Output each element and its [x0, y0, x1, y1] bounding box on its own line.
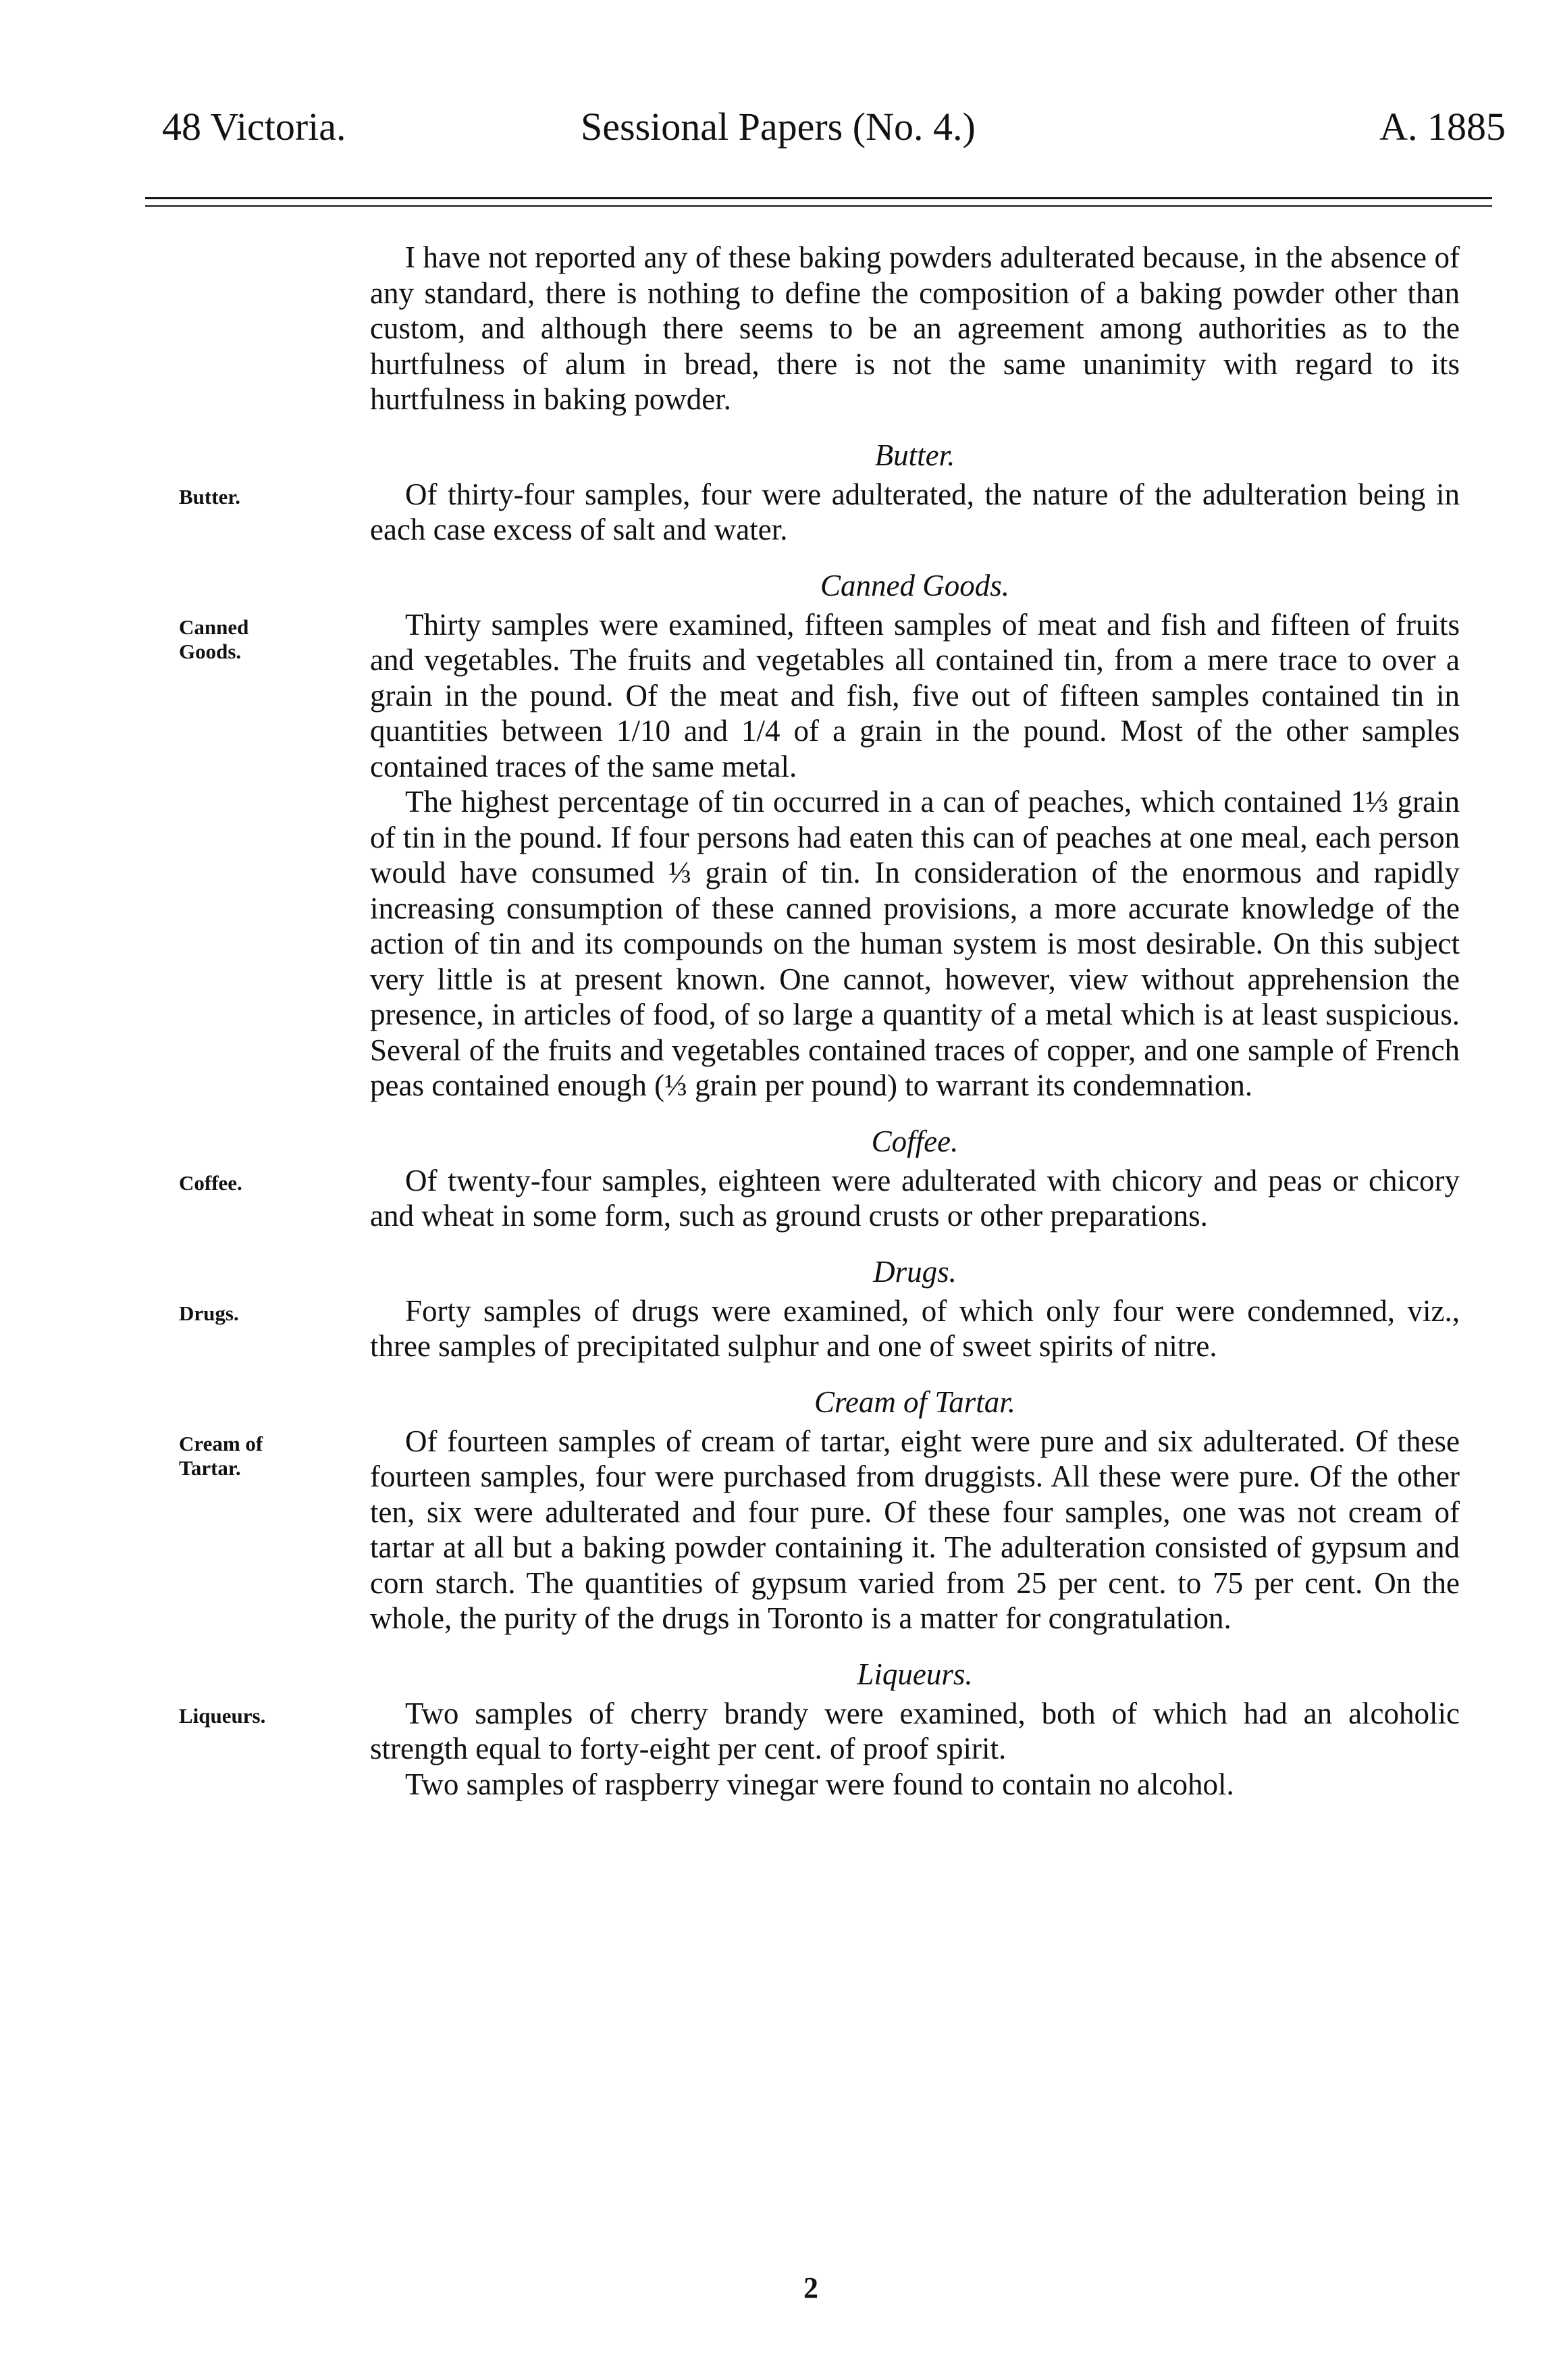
margin-label-liqueurs: Liqueurs.: [179, 1703, 266, 1728]
header-rule-bottom: [145, 205, 1492, 207]
section-paragraph: Of twenty-four samples, eighteen were adulterated with chicory and peas or chicory and wheat in some form, such as ground crusts or other preparations.: [370, 1163, 1460, 1233]
section-heading: Cream of Tartar.: [814, 1385, 1015, 1419]
section-paragraph: Two samples of cherry brandy were examined, both of which had an alcoholic strength equal to forty-eight per cent. of proof spirit.: [370, 1696, 1460, 1765]
page-header: [162, 100, 1506, 154]
section-paragraph: Forty samples of drugs were examined, of which only four were condemned, viz., three samples of precipitated sulphur and one of sweet spirits of nitre.: [370, 1293, 1460, 1363]
section-drugs: [179, 1254, 1460, 1364]
section-paragraph: Of fourteen samples of cream of tartar, eight were pure and six adulterated. Of these fourteen samples, four were purchased from druggists. All these were pure. Of the other ten, six were adulterated and four pure. Of these four samples, one was not cream of tartar at all but a baking powder containing it. The adulteration consisted of gypsum and corn starch. The quantities of gypsum varied from 25 per cent. to 75 per cent. On the whole, the purity of the drugs in Toronto is a matter for congratulation.: [370, 1424, 1460, 1635]
header-rule-top: [145, 197, 1492, 199]
section-coffee: [179, 1124, 1460, 1234]
section-heading: Butter.: [874, 438, 955, 472]
section-canned-goods: [179, 568, 1460, 1104]
section-heading: Canned Goods.: [820, 568, 1009, 602]
header-title: Sessional Papers (No. 4.): [581, 105, 976, 149]
margin-label-coffee: Coffee.: [179, 1170, 242, 1195]
section-paragraph: Thirty samples were examined, fifteen samples of meat and fish and fifteen of fruits and vegetables. The fruits and vegetables all contained tin, from a mere trace to over a grain in the pound. Of the meat and fish, five out of fifteen samples contained tin in quantities between 1/10 and 1/4 of a grain in the pound. Most of the other samples contained traces of the same metal.: [370, 607, 1460, 783]
header-year: A. 1885: [1379, 105, 1506, 149]
margin-label-drugs: Drugs.: [179, 1301, 239, 1325]
header-session: 48 Victoria.: [162, 105, 346, 149]
section-heading: Liqueurs.: [857, 1657, 973, 1691]
margin-label-cream-of-tartar: Cream of Tartar.: [179, 1431, 263, 1480]
margin-label-butter: Butter.: [179, 484, 240, 509]
section-heading: Drugs.: [873, 1254, 957, 1289]
intro-paragraph: I have not reported any of these baking powders adulterated because, in the absence of any standard, there is nothing to define the composition of a baking powder other than custom, and although there seems to be an agreement among authorities as to the hurtfulness of alum in bread, there is not the same unanimity with regard to its hurtfulness in baking powder.: [370, 240, 1460, 416]
section-liqueurs: [179, 1657, 1460, 1803]
section-butter: [179, 438, 1460, 548]
page-number: 2: [803, 2271, 818, 2304]
section-heading: Coffee.: [871, 1124, 959, 1158]
document-body: [179, 240, 1460, 1802]
section-paragraph: The highest percentage of tin occurred in a can of peaches, which contained 1⅓ grain of tin in the pound. If four persons had eaten this can of peaches at one meal, each person would have consumed ⅓ grain of tin. In consideration of the enormous and rapidly increasing consumption of these canned provisions, a more accurate knowledge of the action of tin and its compounds on the human system is most desirable. On this subject very little is at present known. One cannot, however, view without apprehension the presence, in articles of food, of so large a quantity of a metal which is at least suspicious. Several of the fruits and vegetables contained traces of copper, and one sample of French peas contained enough (⅓ grain per pound) to warrant its condemnation.: [370, 785, 1460, 1102]
section-paragraph: Two samples of raspberry vinegar were found to contain no alcohol.: [405, 1767, 1234, 1801]
section-cream-of-tartar: [179, 1385, 1460, 1636]
margin-label-canned-goods: Canned Goods.: [179, 615, 249, 663]
section-paragraph: Of thirty-four samples, four were adulterated, the nature of the adulteration being in each case excess of salt and water.: [370, 477, 1460, 546]
